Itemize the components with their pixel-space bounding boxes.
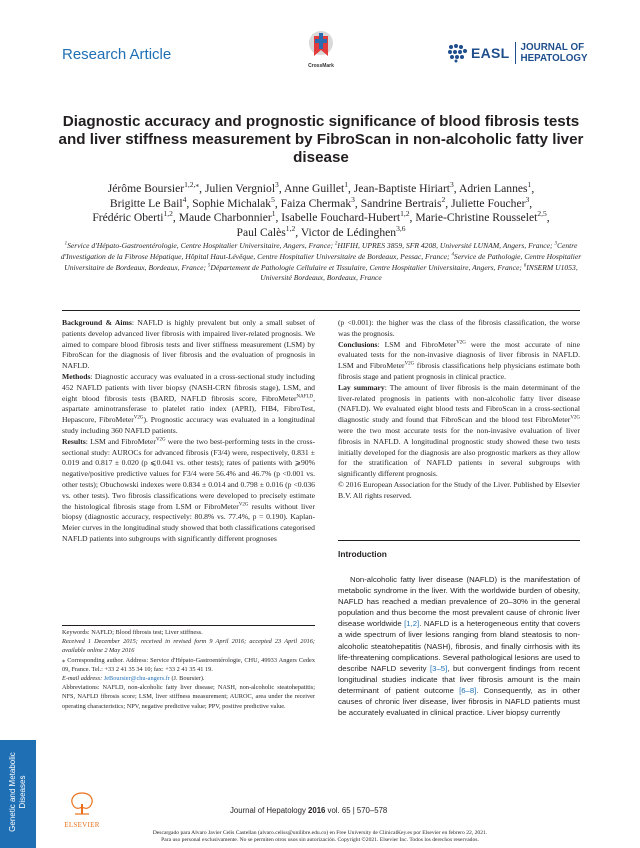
author[interactable]: Jean-Baptiste Hiriart$^3$: [353, 180, 454, 195]
author[interactable]: Julien Vergniol$^3$: [204, 180, 279, 195]
introduction-heading: Introduction: [338, 549, 387, 559]
elsevier-logo[interactable]: [62, 790, 102, 829]
easl-logo-text: EASL: [471, 45, 510, 61]
email-line: E-mail address: JeBoursier@chu-angers.fr (J. Boursier).: [62, 675, 205, 683]
author[interactable]: Isabelle Fouchard-Hubert$^{1,2}$: [281, 209, 410, 225]
author[interactable]: Sandrine Bertrais$^2$: [360, 194, 446, 210]
introduction-divider: [338, 540, 580, 541]
side-tab-label: Genetic and Metabolic Diseases: [8, 752, 27, 832]
footnote-divider: [62, 625, 315, 626]
easl-dots-icon: [447, 43, 469, 63]
abstract-methods: Methods: Diagnostic accuracy was evaluated in a cross-sectional study including 452 NAFLD patients with liver biopsy (NASH-CRN fibrosis stage), LSM, and eight blood fibrosis tests (BARD, NAFLD fibrosis score, FibroMeter$^{NAFLD}$, aspartate aminotransferase to platelet ratio index (APRI), FIB4, FibroTest, Hepascore, FibroMeter$^{V2G}$). Prognostic accuracy was evaluated in a longitudinal study including 360 NAFLD patients.: [62, 371, 315, 435]
affiliation: Département de Pathologie Cellulaire et Tissulaire, Centre Hospitalier Universitaire, Angers, France;: [210, 262, 522, 272]
logo-divider: [515, 42, 516, 64]
header-divider: [62, 310, 580, 311]
abstract-conclusions: Conclusions: LSM and FibroMeter$^{V2G}$ were the most accurate of nine evaluated tests for the non-invasive diagnosis of liver fibrosis in NAFLD. LSM and FibroMeter$^{V2G}$ fibrosis classifications help physicians estimate both fibrosis stage and patient prognosis in clinical practice.: [338, 339, 580, 381]
reference-link[interactable]: [6–8]: [459, 685, 477, 695]
author[interactable]: Victor de Lédinghen$^{3,6}$: [300, 223, 406, 239]
author[interactable]: Maude Charbonnier$^1$: [178, 209, 276, 225]
crossmark-badge[interactable]: [293, 30, 349, 69]
affiliation: Centre d'Investigation de la Fibrose Hépatique, Hôpital Haut-Lévêque, Centre Hospitalier Universitaire de Bordeaux, Pessac, France;: [60, 241, 578, 261]
affiliation: INSERM U1053, Université Bordeaux, Bordeaux, France: [260, 262, 578, 283]
article-dates: Received 1 December 2015; received in revised form 9 April 2016; accepted 23 April 2016; available online 2 May 2016: [62, 638, 315, 655]
reference-link[interactable]: [1,2]: [404, 619, 420, 629]
author[interactable]: Faiza Chermak$^3$: [280, 194, 355, 210]
crossmark-label: CrossMark: [308, 63, 334, 69]
introduction-body: Non-alcoholic fatty liver disease (NAFLD) is the manifestation of metabolic syndrome in the liver. With the worldwide burden of obesity, NAFLD has reached a median prevalence of 20–30% in the general population and thus become the most prevalent cause of chronic liver disease worldwide [1,2]. NAFLD is a heterogeneous entity that covers a wide spectrum of liver lesions ranging from bland steatosis to non-alcoholic steatohepatitis (NASH), fibrosis, and finally cirrhosis with its life-threatening complications. Several pathological lesions are used to describe NAFLD severity [3–5], but convergent findings from recent longitudinal studies indicate that liver fibrosis amount is the main determinant of patient outcome [6–8]. Consequently, as in other causes of chronic liver disease, liver fibrosis in NAFLD patients must be accurately evaluated in clinical practice. Liver biopsy currently: [338, 575, 580, 718]
author[interactable]: Brigitte Le Bail$^4$: [109, 194, 187, 210]
download-notice: [60, 830, 580, 845]
abstract-right-column: [338, 318, 580, 502]
email-link[interactable]: JeBoursier@chu-angers.fr: [103, 675, 170, 683]
elsevier-tree-icon: [67, 790, 97, 816]
article-type: Research Article: [62, 46, 172, 63]
journal-logo[interactable]: [447, 42, 588, 64]
abstract-copyright: © 2016 European Association for the Study of the Liver. Published by Elsevier B.V. All rights reserved.: [338, 479, 580, 500]
article-title: Diagnostic accuracy and prognostic significance of blood fibrosis tests and liver stiffness measurement by FibroScan in non-alcoholic fatty liver disease: [58, 113, 584, 166]
journal-name: [521, 42, 588, 64]
abstract-background: Background & Aims: NAFLD is highly prevalent but only a small subset of patients develop advanced liver fibrosis with impaired liver-related prognosis. We aimed to compare blood fibrosis tests and liver stiffness measurement (LSM) by FibroScan for the diagnosis of liver fibrosis and the evaluation of prognosis in NAFLD.: [62, 318, 315, 371]
author[interactable]: Paul Calès$^{1,2}$: [236, 223, 296, 239]
affiliations: $^1$Service d'Hépato-Gastroentérologie, Centre Hospitalier Universitaire, Angers, France; $^2$HIFIH, UPRES 3859, SFR 4208, Université LUNAM, Angers, France; $^3$Centre d'Investigation de la Fibrose Hépatique, Hôpital Haut-Lévêque, Centre Hospitalier Universitaire de Bordeaux, Pessac, France; $^4$Service de Pathologie, Centre Hospitalier Universitaire de Bordeaux, Bordeaux, France; $^5$Département de Pathologie Cellulaire et Tissulaire, Centre Hospitalier Universitaire, Angers, France; $^6$INSERM U1053, Université Bordeaux, Bordeaux, France: [60, 241, 582, 283]
footnotes: [62, 628, 315, 711]
download-notice-line2: Para uso personal exclusivamente. No se permiten otros usos sin autorización. Copyright ©2021. Elsevier Inc. Todos los derechos reservados.: [161, 837, 479, 844]
abstract-results: Results: LSM and FibroMeter$^{V2G}$ were the two best-performing tests in the cross-sectional study: AUROCs for advanced fibrosis (F3/4) were, respectively, 0.831 ± 0.019 and 0.817 ± 0.020 (p ⩽0.041 vs. other tests); rates of patients with ⩾90% negative/positive predictive values for F3/4 were 56.4% and 46.7% (p <0.001 vs. other tests); Obuchowski indexes were 0.834 ± 0.014 and 0.798 ± 0.016 (p <0.036 vs. other tests). Two fibrosis classifications were developed to precisely estimate the histological fibrosis stage from LSM or FibroMeter$^{V2G}$ results without liver biopsy (diagnostic accuracy, respectively: 80.8% vs. 77.4%, p = 0.190). Kaplan-Meier curves in the longitudinal study showed that both classifications categorised NAFLD patients into subgroups with significantly different prognoses: [62, 436, 315, 543]
affiliation: Service de Pathologie, Centre Hospitalier Universitaire de Bordeaux, Bordeaux, France;: [64, 251, 582, 272]
corresponding-author: ⁎ Corresponding author. Address: Service d'Hépato-Gastroentérologie, CHU, 49933 Angers Cedex 09, France. Tel.: +33 2 41 35 34 10; fax: +33 2 41 35 41 19.: [62, 656, 315, 673]
author-list: Jérôme Boursier$^{1,2,⁎}$, Julien Vergniol$^3$, Anne Guillet$^1$, Jean-Baptiste Hiriart$^3$, Adrien Lannes$^1$, Brigitte Le Bail$^4$, Sophie Michalak$^5$, Faiza Chermak$^3$, Sandrine Bertrais$^2$, Juliette Foucher$^3$, Frédéric Oberti$^{1,2}$, Maude Charbonnier$^1$, Isabelle Fouchard-Hubert$^{1,2}$, Marie-Christine Rousselet$^{2,5}$, Paul Calès$^{1,2}$, Victor de Lédinghen$^{3,6}$: [92, 180, 550, 239]
crossmark-icon: [308, 30, 334, 62]
journal-citation: Journal of Hepatology 2016 vol. 65 | 570–578: [230, 806, 388, 815]
abstract-lay-summary: Lay summary: The amount of liver fibrosis is the main determinant of the liver-related prognosis in patients with non-alcoholic fatty liver disease (NAFLD). We evaluated eight blood tests and FibroScan in a cross-sectional diagnostic study and found that FibroScan and the blood test FibroMeter$^{V2G}$ were the two most accurate tests for the non-invasive evaluation of liver fibrosis in NAFLD. A longitudinal prognostic study showed these two tests initially developed for the diagnosis are also prognostic markers as they allow for the stratification of NAFLD patients in several subgroups with significantly different prognosis.: [338, 382, 580, 479]
abstract-results-continued: (p <0.001): the higher was the class of the fibrosis classification, the worse was the prognosis.: [338, 318, 580, 338]
download-notice-line1: Descargado para Alvaro Javier Celis Castellan (alvaro.celiss@unilibre.edu.co) en Free University de ClinicalKey.es por Elsevier en febrero 22, 2021.: [152, 830, 488, 836]
section-side-tab: [0, 740, 36, 848]
affiliation: Service d'Hépato-Gastroentérologie, Centre Hospitalier Universitaire, Angers, France;: [67, 241, 333, 250]
author[interactable]: Marie-Christine Rousselet$^{2,5}$: [415, 209, 547, 225]
abstract-left-column: [62, 318, 315, 545]
author[interactable]: Juliette Foucher$^3$: [451, 194, 530, 210]
journal-name-line2: HEPATOLOGY: [520, 53, 588, 64]
author[interactable]: Jérôme Boursier$^{1,2,⁎}$: [107, 180, 200, 195]
author[interactable]: Sophie Michalak$^5$: [192, 194, 275, 210]
affiliation: HIFIH, UPRES 3859, SFR 4208, Université LUNAM, Angers, France;: [337, 241, 553, 250]
abbreviations: Abbreviations: NAFLD, non-alcoholic fatty liver disease; NASH, non-alcoholic steatohepatitis; NFS, NAFLD fibrosis score; LSM, liver stiffness measurement; AUROC, area under the receiver operating characteristics; NPV, negative predictive value; PPV, positive predictive value.: [62, 684, 315, 710]
keywords: Keywords: NAFLD; Blood fibrosis test; Liver stiffness.: [62, 629, 203, 636]
author[interactable]: Frédéric Oberti$^{1,2}$: [92, 209, 173, 225]
elsevier-label: ELSEVIER: [64, 821, 100, 829]
author[interactable]: Adrien Lannes$^1$: [458, 180, 532, 195]
author[interactable]: Anne Guillet$^1$: [283, 180, 348, 195]
reference-link[interactable]: [3–5]: [430, 663, 448, 673]
journal-name-line1: JOURNAL OF: [520, 42, 585, 53]
